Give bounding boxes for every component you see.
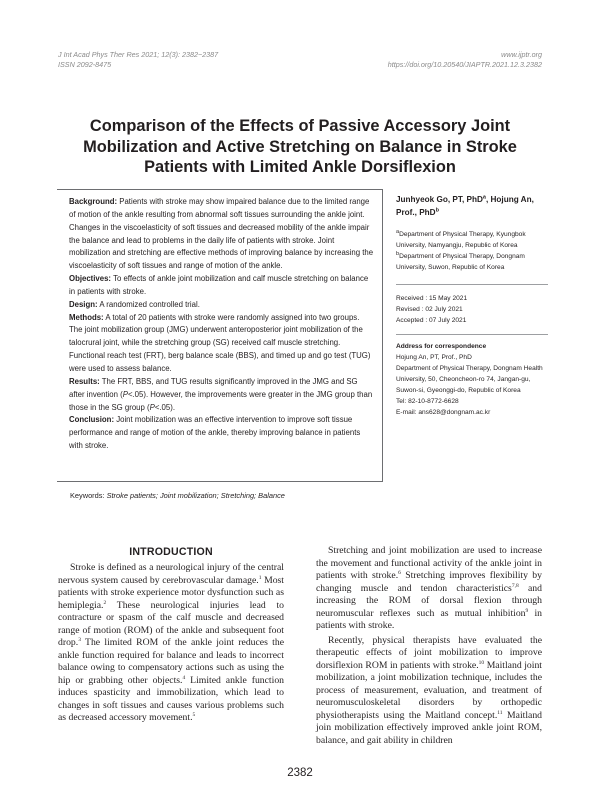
author-sidebar [396, 194, 548, 419]
citation-ref[interactable]: 5 [192, 711, 196, 718]
results-label: Results: [69, 376, 100, 386]
affiliation-b [396, 251, 548, 273]
intro-text: Stretching improves flexibility by changing muscle and tendon characteristics [316, 570, 542, 594]
intro-text: Maitland joint mobilization, a joint mobilization technique, includes the process of measurement, evaluation, and treatment of neuromusculoskeletal disorders by orthopedic physiotherapists using the Maitland concept. [316, 659, 542, 721]
intro-paragraph-2 [316, 545, 542, 633]
journal-website-link[interactable]: www.ijptr.org [501, 50, 542, 59]
intro-text: Stroke is defined as a neurological injury of the central nervous system caused by cerebrovascular damage. [58, 562, 284, 586]
journal-citation: J Int Acad Phys Ther Res 2021; 12(3): 2382~2387 [58, 50, 219, 59]
intro-text: Maitland join mobilization effectively improved ankle joint ROM, balance, and gait ability in children [316, 709, 543, 746]
accepted-date: Accepted : 07 July 2021 [396, 316, 467, 324]
results-text-3: <.05). [154, 402, 175, 412]
objectives-label: Objectives: [69, 274, 112, 284]
intro-text: in patients with stroke. [316, 607, 542, 631]
abstract-conclusion [69, 414, 374, 453]
objectives-text: To effects of ankle joint mobilization and calf muscle stretching on balance in patients with stroke. [69, 274, 369, 296]
intro-text: These neurological injuries lead to contracture or spasm of the calf muscle and decreased range of motion (ROM) of the ankle and subsequent foot drop. [58, 599, 284, 648]
affiliation-a-sup: a [396, 229, 400, 235]
intro-text: The limited ROM of the ankle joint reduces the ankle function required for balance and leads to incorrect balance owing to compensatory actions such as using the hip or grabbing other objects. [58, 637, 284, 686]
abstract-objectives [69, 273, 374, 299]
article-dates [396, 285, 548, 334]
citation-ref[interactable]: 11 [497, 709, 503, 716]
author-2-sup: b [435, 206, 439, 213]
received-date: Received : 15 May 2021 [396, 294, 468, 302]
intro-paragraph-1 [58, 562, 284, 725]
article-title: Comparison of the Effects of Passive Accessory Joint Mobilization and Active Stretching on Balance in Stroke Patients with Limited Ankle Dorsiflexion [83, 117, 517, 176]
citation-ref[interactable]: 3 [78, 636, 81, 643]
author-1: Junhyeok Go, PT, PhD [396, 195, 483, 204]
background-text: Patients with stroke may show impaired balance due to the limited range of motion of the ankle resulting from abnormal soft tissues surrounding the ankle joint. Changes in the viscoelasticity of soft tissues and decreased mobility of the ankle impair the balance and lead to problems in the daily life of patients with stroke. Joint mobilization and stretching are effective methods of improving balance by increasing the viscoelasticity of soft tissues and range of motion of the ankle. [69, 197, 374, 271]
page-number: 2382 [287, 767, 313, 779]
intro-text: Most patients with stroke experience motor dysfunction such as hemiplegia. [58, 574, 284, 611]
citation-ref[interactable]: 9 [525, 607, 529, 614]
abstract-box [57, 189, 383, 482]
intro-text: Recently, physical therapists have evaluated the therapeutic effects of joint mobilization to improve dorsiflexion ROM in patients with stroke. [316, 634, 542, 671]
author-1-sup: a [482, 194, 486, 201]
body-column-right [316, 545, 542, 747]
correspondence-tel: Tel: 82-10-8772-6628 [396, 398, 459, 406]
affiliation-a-text: Department of Physical Therapy, Kyungbok University, Namyangju, Republic of Korea [396, 231, 526, 250]
results-text-2: <.05). However, the improvements were greater in the JMG group than those in the SG group ( [69, 389, 373, 412]
abstract-methods [69, 312, 374, 376]
correspondence-email[interactable]: E-mail: ans628@dongnam.ac.kr [396, 409, 491, 417]
abstract-background [69, 196, 374, 273]
running-header-left [58, 50, 218, 70]
results-p-1: P [122, 389, 128, 399]
conclusion-label: Conclusion: [69, 415, 115, 425]
keywords-terms: Stroke patients; Joint mobilization; Stretching; Balance [106, 491, 285, 500]
conclusion-text: Joint mobilization was an effective intervention to improve soft tissue performance and range of motion of the ankle, thereby improving balance in patients with stroke. [69, 415, 361, 451]
results-text-1: The FRT, BBS, and TUG results significantly improved in the JMG and SG after invention ( [69, 376, 358, 399]
citation-ref[interactable]: 1 [258, 574, 262, 581]
affiliation-a [396, 229, 548, 251]
keywords-label: Keywords: [70, 491, 105, 500]
citation-ref[interactable]: 4 [182, 674, 186, 681]
intro-text: Limited ankle function induces spasticity and immobilization, which lead to changes in soft tissues and causes various problems such as decreased accessory movement. [58, 674, 285, 723]
design-text: A randomized controlled trial. [97, 299, 200, 309]
author-list [396, 194, 548, 219]
affiliation-b-text: Department of Physical Therapy, Dongnam University, Suwon, Republic of Korea [396, 253, 525, 272]
abstract-design [69, 299, 374, 312]
results-p-2: P [149, 402, 155, 412]
keywords [70, 491, 285, 500]
issn: ISSN 2092-8475 [58, 60, 112, 69]
revised-date: Revised : 02 July 2021 [396, 305, 463, 313]
design-label: Design: [69, 299, 98, 309]
correspondence-heading: Address for correspondence [396, 342, 487, 350]
author-2: , Hojung An, Prof., PhD [396, 195, 534, 217]
citation-ref[interactable]: 6 [398, 569, 401, 576]
body-column-left [58, 562, 284, 725]
doi-link[interactable]: https://doi.org/10.20540/JIAPTR.2021.12.3.2382 [387, 60, 542, 69]
intro-text: and increasing the ROM of dorsal flexion through neuromuscular reflexes such as mutual inhibition [316, 582, 542, 619]
intro-paragraph-3 [316, 635, 542, 748]
citation-ref[interactable]: 7,8 [511, 582, 519, 589]
background-label: Background: [69, 197, 118, 206]
citation-ref[interactable]: 2 [103, 599, 107, 606]
methods-text: A total of 20 patients with stroke were randomly assigned into two groups. The joint mobilization group (JMG) underwent anteroposterior joint mobilization of the talocrural joint, while the stretching group (SG) received calf muscle stretching. Functional reach test (FRT), berg balance scale (BBS), and timed up and go test (TUG) were used to assess balance. [69, 312, 371, 373]
affiliation-b-sup: b [396, 251, 400, 258]
running-header-right [388, 50, 542, 70]
abstract-results [69, 376, 374, 415]
methods-label: Methods: [69, 312, 104, 322]
citation-ref[interactable]: 10 [478, 659, 485, 666]
intro-text: Stretching and joint mobilization are used to increase the movement and functional activity of the ankle joint in patients with stroke. [316, 545, 542, 581]
correspondence-name: Hojung An, PT, Prof., PhD [396, 353, 472, 361]
correspondence-address: Department of Physical Therapy, Dongnam Health University, 50, Cheoncheon-ro 74, Jangan-gu, Suwon-si, Gyeonggi-do, Republic of Korea [396, 365, 543, 395]
introduction-heading: INTRODUCTION [129, 546, 213, 558]
